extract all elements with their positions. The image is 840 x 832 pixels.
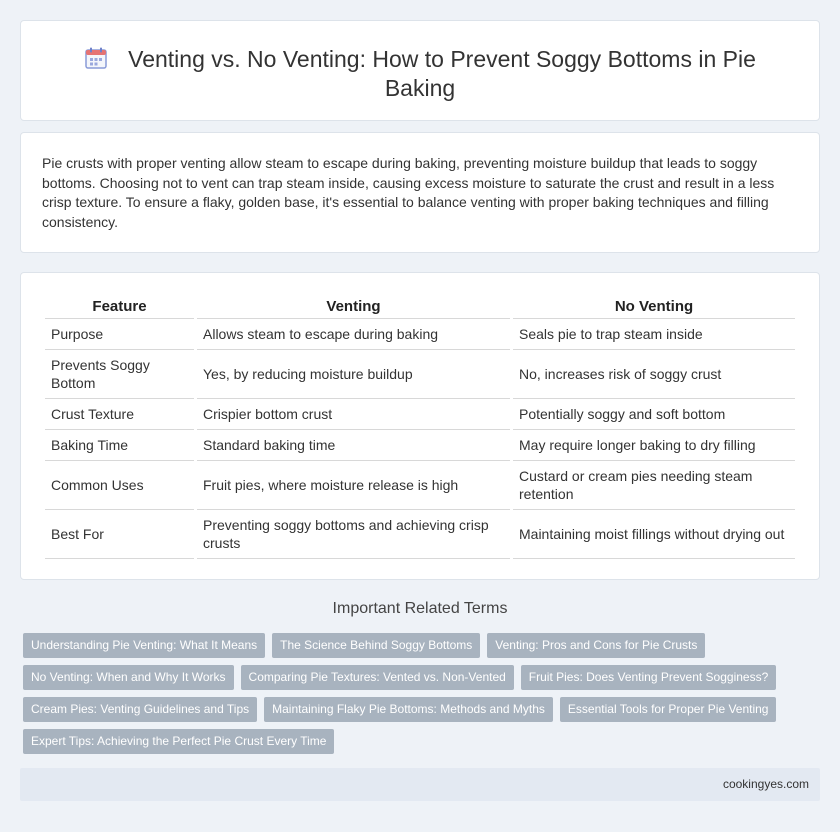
- feature-cell: Common Uses: [45, 461, 194, 510]
- related-term-tag[interactable]: Fruit Pies: Does Venting Prevent Sogginess?: [521, 665, 776, 690]
- related-term-tag[interactable]: Expert Tips: Achieving the Perfect Pie Crust Every Time: [23, 729, 334, 754]
- comparison-card: [20, 272, 820, 580]
- feature-cell: Baking Time: [45, 430, 194, 461]
- venting-cell: Preventing soggy bottoms and achieving crisp crusts: [197, 510, 510, 559]
- related-term-tag[interactable]: Understanding Pie Venting: What It Means: [23, 633, 265, 658]
- header-no-venting: No Venting: [513, 295, 795, 319]
- venting-cell: Yes, by reducing moisture buildup: [197, 350, 510, 399]
- related-terms-list: [23, 633, 803, 761]
- page-title: Venting vs. No Venting: How to Prevent Soggy Bottoms in Pie Baking: [128, 46, 756, 101]
- related-term-tag[interactable]: Cream Pies: Venting Guidelines and Tips: [23, 697, 257, 722]
- venting-cell: Fruit pies, where moisture release is high: [197, 461, 510, 510]
- venting-cell: Crispier bottom crust: [197, 399, 510, 430]
- table-row: [45, 510, 795, 559]
- tag-row: [23, 633, 803, 658]
- tag-row: [23, 665, 803, 690]
- tag-row: [23, 729, 803, 754]
- no-venting-cell: No, increases risk of soggy crust: [513, 350, 795, 399]
- comparison-table: [42, 295, 798, 559]
- no-venting-cell: Custard or cream pies needing steam retention: [513, 461, 795, 510]
- venting-cell: Standard baking time: [197, 430, 510, 461]
- feature-cell: Prevents Soggy Bottom: [45, 350, 194, 399]
- related-term-tag[interactable]: No Venting: When and Why It Works: [23, 665, 234, 690]
- intro-paragraph: Pie crusts with proper venting allow steam to escape during baking, preventing moisture buildup that leads to soggy bottoms. Choosing not to vent can trap steam inside, causing excess moisture to saturate the crust and result in a less crisp texture. To ensure a flaky, golden base, it's essential to balance venting with proper baking techniques and filling consistency.: [42, 155, 775, 230]
- related-term-tag[interactable]: Maintaining Flaky Pie Bottoms: Methods and Myths: [264, 697, 553, 722]
- table-row: [45, 461, 795, 510]
- feature-cell: Crust Texture: [45, 399, 194, 430]
- footer: [20, 768, 820, 801]
- table-row: [45, 399, 795, 430]
- header-venting: Venting: [197, 295, 510, 319]
- page-title-row: [21, 45, 819, 103]
- intro-card: [20, 132, 820, 253]
- no-venting-cell: Maintaining moist fillings without drying out: [513, 510, 795, 559]
- venting-cell: Allows steam to escape during baking: [197, 319, 510, 350]
- related-term-tag[interactable]: The Science Behind Soggy Bottoms: [272, 633, 480, 658]
- feature-cell: Purpose: [45, 319, 194, 350]
- table-row: [45, 319, 795, 350]
- related-term-tag[interactable]: Venting: Pros and Cons for Pie Crusts: [487, 633, 705, 658]
- table-header-row: [45, 295, 795, 319]
- table-row: [45, 350, 795, 399]
- table-row: [45, 430, 795, 461]
- footer-site-name[interactable]: cookingyes.com: [722, 777, 809, 791]
- calendar-icon: [84, 46, 108, 70]
- related-term-tag[interactable]: Essential Tools for Proper Pie Venting: [560, 697, 777, 722]
- title-card: [20, 20, 820, 121]
- no-venting-cell: Seals pie to trap steam inside: [513, 319, 795, 350]
- feature-cell: Best For: [45, 510, 194, 559]
- no-venting-cell: May require longer baking to dry filling: [513, 430, 795, 461]
- no-venting-cell: Potentially soggy and soft bottom: [513, 399, 795, 430]
- related-term-tag[interactable]: Comparing Pie Textures: Vented vs. Non-Vented: [241, 665, 514, 690]
- tag-row: [23, 697, 803, 722]
- header-feature: Feature: [45, 295, 194, 319]
- related-terms-heading: Important Related Terms: [332, 600, 508, 617]
